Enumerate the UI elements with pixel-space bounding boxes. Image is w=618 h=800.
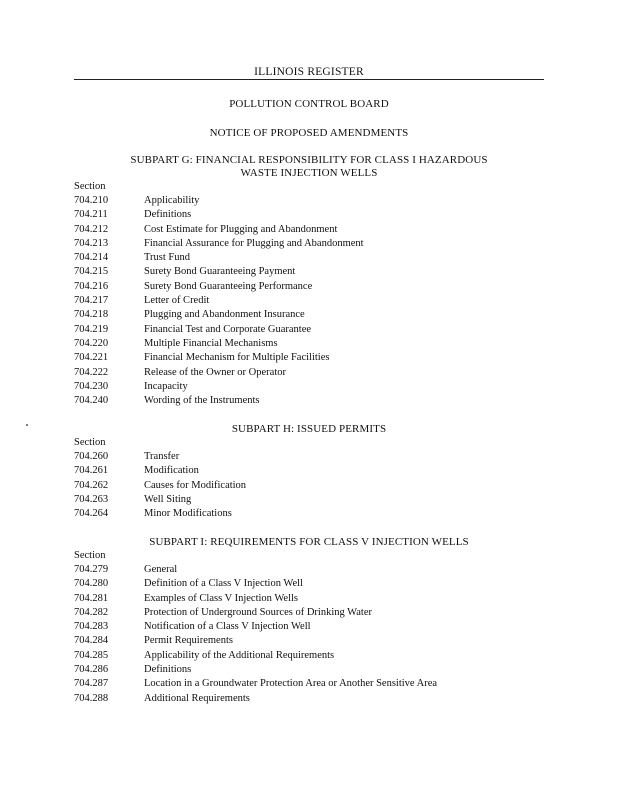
section-title: Causes for Modification <box>144 479 247 491</box>
section-number: 704.213 <box>74 237 109 249</box>
section-number: 704.281 <box>74 592 109 604</box>
section-title: Protection of Underground Sources of Drinking Water <box>144 606 372 618</box>
section-number: 704.220 <box>74 337 109 349</box>
subpart-i-list <box>74 563 534 706</box>
section-number: 704.282 <box>74 606 109 618</box>
toc-entry <box>74 223 534 237</box>
section-number: 704.221 <box>74 352 109 364</box>
section-title: Notification of a Class V Injection Well <box>144 621 311 633</box>
section-title: Letter of Credit <box>144 295 210 307</box>
section-title: Wording of the Instruments <box>144 395 260 407</box>
section-number: 704.219 <box>74 323 109 335</box>
toc-entry <box>74 280 534 294</box>
margin-dot <box>26 424 28 426</box>
section-title: Surety Bond Guaranteeing Performance <box>144 280 313 292</box>
toc-entry <box>74 493 534 507</box>
section-number: 704.262 <box>74 479 109 491</box>
section-title: Surety Bond Guaranteeing Payment <box>144 266 296 278</box>
section-title: Definition of a Class V Injection Well <box>144 578 303 590</box>
toc-entry <box>74 649 534 663</box>
register-title: ILLINOIS REGISTER <box>254 66 364 78</box>
section-number: 704.210 <box>74 195 109 206</box>
section-title: Financial Test and Corporate Guarantee <box>144 323 312 335</box>
toc-entry <box>74 464 534 478</box>
toc-entry <box>74 620 534 634</box>
toc-entry <box>74 251 534 265</box>
section-number: 704.264 <box>74 508 109 520</box>
section-number: 704.263 <box>74 493 109 505</box>
section-number: 704.280 <box>74 578 109 590</box>
toc-entry <box>74 606 534 620</box>
section-title: Cost Estimate for Plugging and Abandonment <box>144 223 338 235</box>
toc-entry <box>74 308 534 322</box>
toc-entry <box>74 351 534 365</box>
section-number: 704.287 <box>74 678 109 690</box>
section-title: Examples of Class V Injection Wells <box>144 592 299 604</box>
section-title: Trust Fund <box>144 252 191 264</box>
section-number: 704.217 <box>74 295 109 307</box>
section-title: Permit Requirements <box>144 635 233 647</box>
toc-entry <box>74 479 534 493</box>
section-title: Well Siting <box>144 493 192 505</box>
section-number: 704.215 <box>74 266 109 278</box>
toc-entry <box>74 294 534 308</box>
subpart-i-section-label: Section <box>74 550 106 561</box>
subpart-g-section-label: Section <box>74 181 106 192</box>
section-number: 704.214 <box>74 252 109 264</box>
section-number: 704.230 <box>74 380 109 392</box>
toc-entry <box>74 337 534 351</box>
section-title: Plugging and Abandonment Insurance <box>144 309 305 321</box>
section-number: 704.211 <box>74 209 108 221</box>
section-number: 704.279 <box>74 564 109 575</box>
section-number: 704.216 <box>74 280 109 292</box>
section-title: Modification <box>144 465 199 477</box>
section-title: Incapacity <box>144 380 188 392</box>
section-title: Financial Mechanism for Multiple Facilities <box>144 352 330 364</box>
toc-entry <box>74 677 534 691</box>
section-number: 704.261 <box>74 465 109 477</box>
toc-entry <box>74 592 534 606</box>
section-number: 704.284 <box>74 635 109 647</box>
section-number: 704.222 <box>74 366 109 378</box>
section-title: Minor Modifications <box>144 508 232 520</box>
subpart-h-section-label: Section <box>74 437 106 448</box>
toc-entry <box>74 634 534 648</box>
section-title: Additional Requirements <box>144 692 250 704</box>
section-number: 704.212 <box>74 223 109 235</box>
header-rule <box>74 79 544 80</box>
toc-entry <box>74 380 534 394</box>
section-title: Release of the Owner or Operator <box>144 366 286 378</box>
subpart-g-heading-line1: SUBPART G: FINANCIAL RESPONSIBILITY FOR CLASS I HAZARDOUS <box>130 154 488 166</box>
section-number: 704.260 <box>74 451 109 462</box>
section-title: Applicability <box>144 195 200 206</box>
section-title: Transfer <box>144 451 180 462</box>
subpart-g-heading-line2: WASTE INJECTION WELLS <box>240 167 378 179</box>
section-title: Location in a Groundwater Protection Area or Another Sensitive Area <box>144 678 438 690</box>
section-number: 704.240 <box>74 395 109 407</box>
toc-entry <box>74 450 534 464</box>
toc-entry <box>74 323 534 337</box>
toc-entry <box>74 394 534 408</box>
toc-entry <box>74 577 534 591</box>
notice-title: NOTICE OF PROPOSED AMENDMENTS <box>209 127 409 139</box>
section-number: 704.288 <box>74 692 109 704</box>
section-title: Financial Assurance for Plugging and Abandonment <box>144 237 364 249</box>
section-number: 704.285 <box>74 649 109 661</box>
section-title: Definitions <box>144 664 192 676</box>
toc-entry <box>74 208 534 222</box>
toc-entry <box>74 663 534 677</box>
toc-entry <box>74 507 534 521</box>
section-number: 704.286 <box>74 664 109 676</box>
toc-entry <box>74 692 534 706</box>
subpart-h-heading: SUBPART H: ISSUED PERMITS <box>231 423 387 435</box>
toc-entry <box>74 194 534 208</box>
subpart-h-list <box>74 450 534 521</box>
section-number: 704.218 <box>74 309 109 321</box>
subpart-g-list <box>74 194 534 408</box>
agency-name: POLLUTION CONTROL BOARD <box>229 98 389 110</box>
toc-entry <box>74 563 534 577</box>
section-title: Definitions <box>144 209 192 221</box>
subpart-i-heading: SUBPART I: REQUIREMENTS FOR CLASS V INJECTION WELLS <box>149 536 469 548</box>
section-number: 704.283 <box>74 621 109 633</box>
toc-entry <box>74 265 534 279</box>
section-title: Multiple Financial Mechanisms <box>144 337 278 349</box>
section-title: Applicability of the Additional Requirements <box>144 649 335 661</box>
toc-entry <box>74 237 534 251</box>
section-title: General <box>144 564 178 575</box>
toc-entry <box>74 366 534 380</box>
